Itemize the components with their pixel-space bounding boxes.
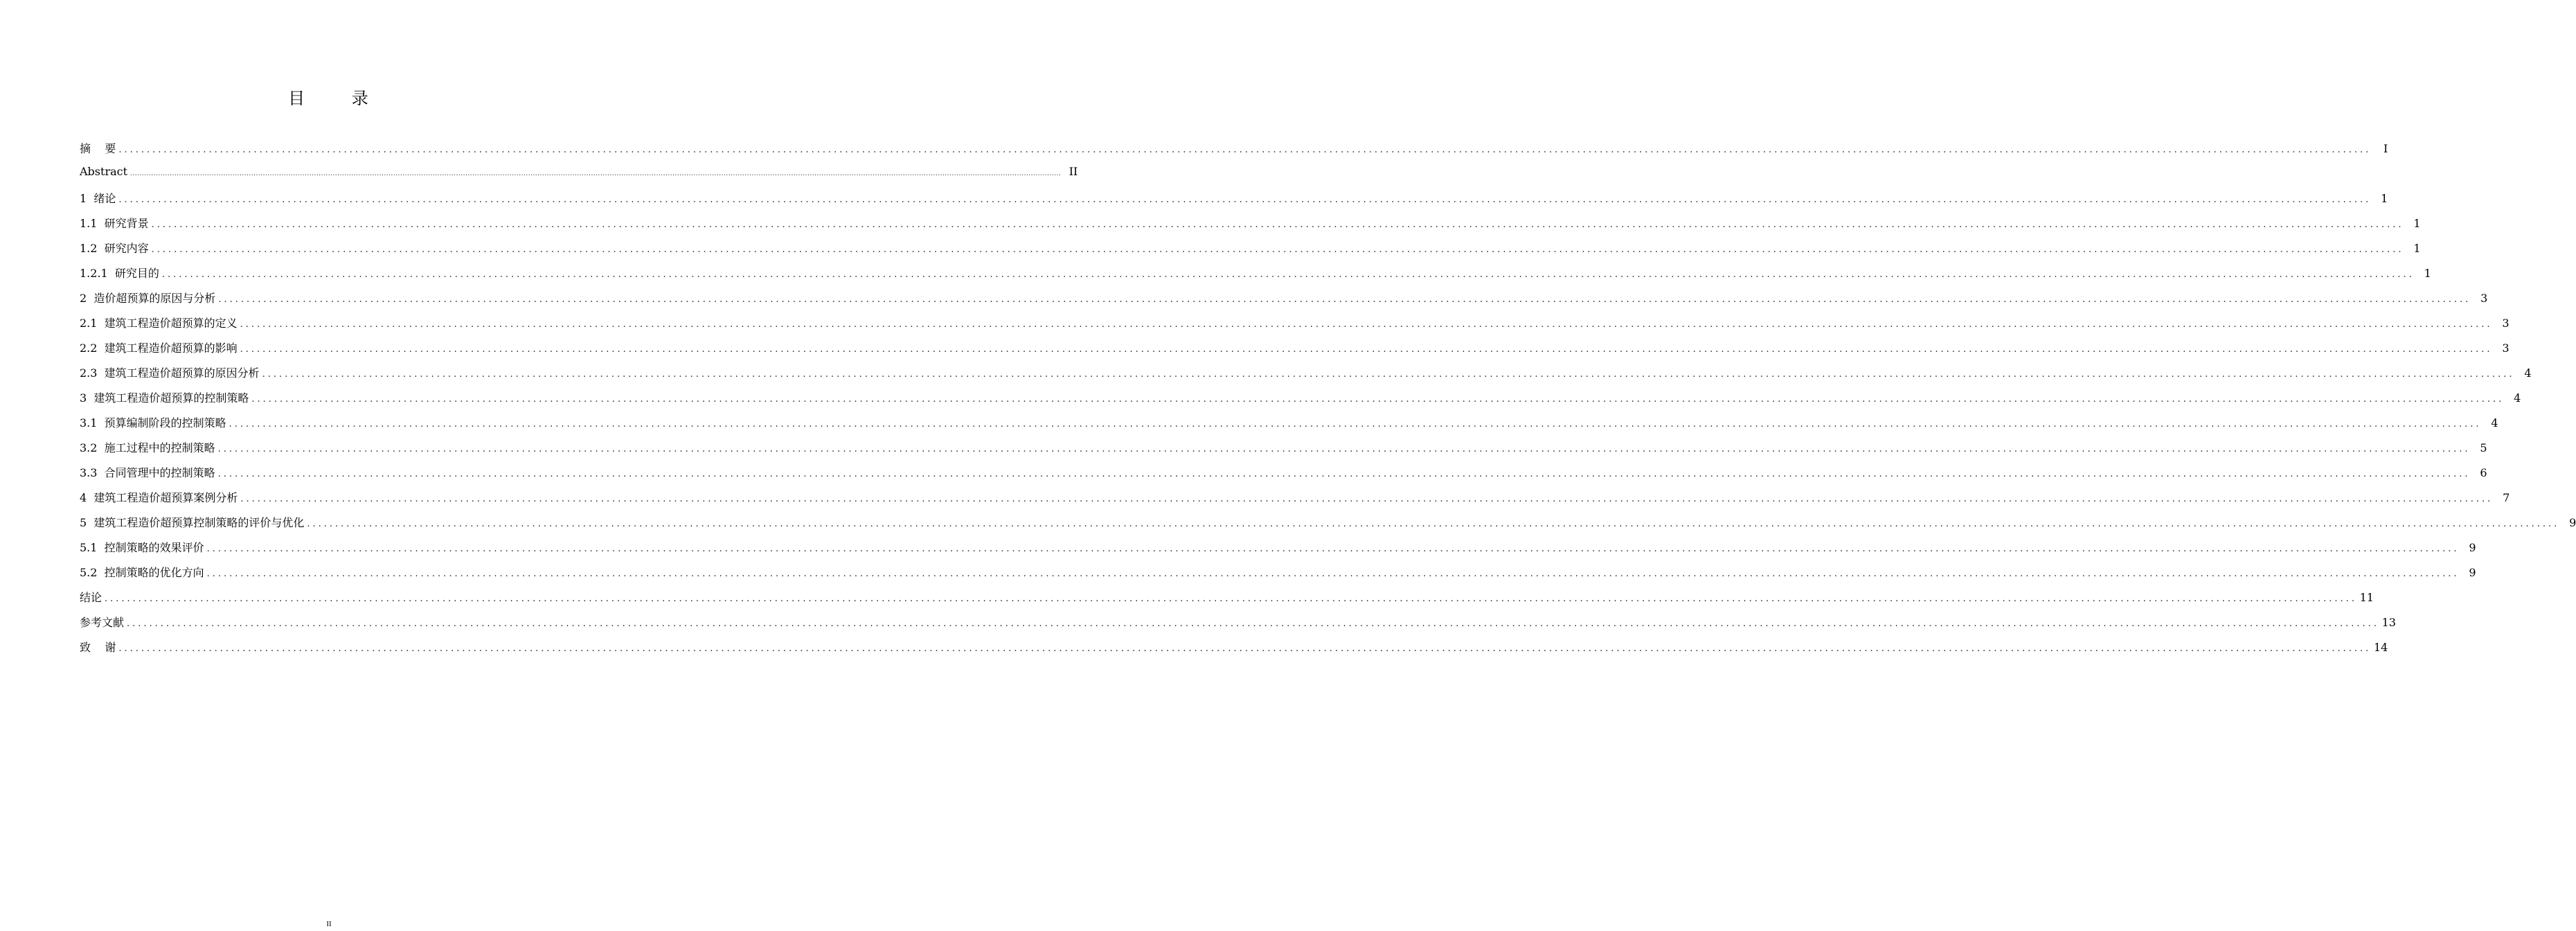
toc-entry-page-number: 4: [2514, 391, 2521, 405]
toc-dot-leader: ................................................................................................................................................................................................................................................................................................................................................................................................................: [127, 619, 2379, 629]
toc-entry[interactable]: [80, 564, 2476, 589]
toc-entry-label: Abstract: [80, 165, 128, 178]
toc-entry[interactable]: [80, 639, 2388, 664]
toc-entry-page-number: 9: [2469, 566, 2476, 579]
toc-entry[interactable]: [80, 514, 2576, 539]
toc-entry-label: 3 建筑工程造价超预算的控制策略: [80, 391, 249, 405]
toc-entry-label: 2.1 建筑工程造价超预算的定义: [80, 317, 238, 330]
toc-entry[interactable]: [80, 589, 2374, 614]
toc-entry[interactable]: [80, 314, 2510, 339]
toc-entry[interactable]: [80, 290, 2488, 314]
toc-dot-leader: ................................................................................................................................................................................................................................................................................................................................................................................................................: [206, 544, 2460, 554]
toc-entry-page-number: 1: [2413, 242, 2421, 255]
toc-entry[interactable]: [80, 165, 1078, 190]
toc-entry-page-number: 14: [2373, 641, 2388, 654]
toc-entry-page-number: 11: [2359, 591, 2374, 604]
toc-entry-page-number: 4: [2491, 416, 2498, 429]
toc-dot-leader: ................................................................................................................................................................................................................................................................................................................................................................................................................: [118, 195, 2372, 205]
toc-entry-page-number: 5: [2480, 441, 2487, 454]
toc-dot-leader: ................................................................................................................................................................................................................................................................................................................................................................................................................: [217, 444, 2471, 454]
toc-dot-leader: ................................................................................................................................................................................................................................................................................................................................................................................................................: [206, 569, 2460, 579]
toc-entry-label: 3.2 施工过程中的控制策略: [80, 441, 215, 454]
toc-dot-leader: ................................................................................................................................................................................................................................................................................................................................................................................................................: [118, 145, 2372, 155]
toc-dot-leader: ................................................................................................................................................................................................................................................................................................................................................................................................................: [151, 245, 2404, 255]
toc-entry[interactable]: [80, 140, 2388, 165]
toc-entry-label: 1.1 研究背景: [80, 217, 149, 230]
toc-entry[interactable]: [80, 414, 2498, 439]
toc-entry-label: 1.2 研究内容: [80, 242, 149, 255]
toc-entry-page-number: 1: [2413, 217, 2421, 230]
toc-dot-leader: ................................................................................................................................................................................................................................................................................................................................................................................................................: [229, 419, 2482, 429]
toc-dot-leader: ................................................................................................................................................................................................................................................................................................................................................................................................................: [118, 644, 2372, 654]
toc-entry-page-number: 6: [2480, 466, 2487, 479]
toc-entry-label: 参考文献: [80, 616, 125, 629]
toc-entry[interactable]: [80, 240, 2421, 265]
toc-entry[interactable]: [80, 215, 2421, 240]
toc-entry-label: 1 绪论: [80, 192, 116, 205]
toc-entry-page-number: II: [1068, 165, 1078, 178]
toc-dot-leader: ................................................................................................................................................................................................................................................................................................................................................................................................................: [130, 170, 1062, 177]
toc-entry-page-number: I: [2383, 142, 2388, 155]
toc-dot-leader: ................................................................................................................................................................................................................................................................................................................................................................................................................: [217, 469, 2471, 479]
toc-dot-leader: ................................................................................................................................................................................................................................................................................................................................................................................................................: [151, 220, 2404, 230]
page-number-footer: II: [326, 920, 332, 928]
toc-entry-page-number: 3: [2502, 317, 2510, 330]
toc-entry[interactable]: [80, 339, 2510, 364]
toc-entry-page-number: 3: [2480, 292, 2488, 305]
toc-dot-leader: ................................................................................................................................................................................................................................................................................................................................................................................................................: [218, 294, 2471, 305]
toc-entry-page-number: 3: [2502, 342, 2510, 355]
toc-entry-label: 摘 要: [80, 142, 116, 155]
page-title: 目 录: [288, 89, 389, 108]
toc-entry[interactable]: [80, 439, 2487, 464]
toc-dot-leader: ................................................................................................................................................................................................................................................................................................................................................................................................................: [240, 494, 2494, 504]
toc-entry-label: 2.2 建筑工程造价超预算的影响: [80, 342, 238, 355]
toc-entry-page-number: 7: [2503, 491, 2510, 504]
toc-dot-leader: ................................................................................................................................................................................................................................................................................................................................................................................................................: [161, 269, 2415, 280]
toc-entry-page-number: 1: [2424, 267, 2431, 280]
toc-entry-label: 5.2 控制策略的优化方向: [80, 566, 204, 579]
toc-entry-label: 结论: [80, 591, 102, 604]
toc-entry-label: 2.3 建筑工程造价超预算的原因分析: [80, 366, 260, 380]
toc-dot-leader: ................................................................................................................................................................................................................................................................................................................................................................................................................: [251, 394, 2505, 405]
toc-dot-leader: ................................................................................................................................................................................................................................................................................................................................................................................................................: [262, 369, 2515, 380]
toc-dot-leader: ................................................................................................................................................................................................................................................................................................................................................................................................................: [240, 344, 2493, 355]
toc-dot-leader: ................................................................................................................................................................................................................................................................................................................................................................................................................: [240, 319, 2493, 330]
toc-entry[interactable]: [80, 614, 2396, 639]
toc-entry-label: 4 建筑工程造价超预算案例分析: [80, 491, 238, 504]
toc-entry-page-number: 1: [2381, 192, 2388, 205]
toc-entry[interactable]: [80, 364, 2532, 389]
toc-entry-page-number: 9: [2569, 516, 2576, 529]
toc-entry[interactable]: [80, 464, 2487, 489]
toc-entry[interactable]: [80, 190, 2388, 215]
toc-entry-page-number: 4: [2524, 366, 2532, 380]
toc-entry-label: 2 造价超预算的原因与分析: [80, 292, 216, 305]
toc-entry-label: 5 建筑工程造价超预算控制策略的评价与优化: [80, 516, 305, 529]
toc-entry-label: 3.3 合同管理中的控制策略: [80, 466, 215, 479]
toc-entry[interactable]: [80, 265, 2431, 290]
toc-dot-leader: ................................................................................................................................................................................................................................................................................................................................................................................................................: [105, 594, 2357, 604]
toc-dot-leader: ................................................................................................................................................................................................................................................................................................................................................................................................................: [307, 519, 2560, 529]
toc-entry-label: 5.1 控制策略的效果评价: [80, 541, 204, 554]
toc-entry-label: 1.2.1 研究目的: [80, 267, 159, 280]
toc-entry-page-number: 9: [2469, 541, 2476, 554]
toc-entry[interactable]: [80, 389, 2521, 414]
toc-entry-page-number: 13: [2381, 616, 2396, 629]
toc-entry[interactable]: [80, 539, 2476, 564]
table-of-contents: [80, 140, 2576, 664]
toc-entry[interactable]: [80, 489, 2510, 514]
toc-entry-label: 3.1 预算编制阶段的控制策略: [80, 416, 226, 429]
toc-entry-label: 致 谢: [80, 641, 116, 654]
